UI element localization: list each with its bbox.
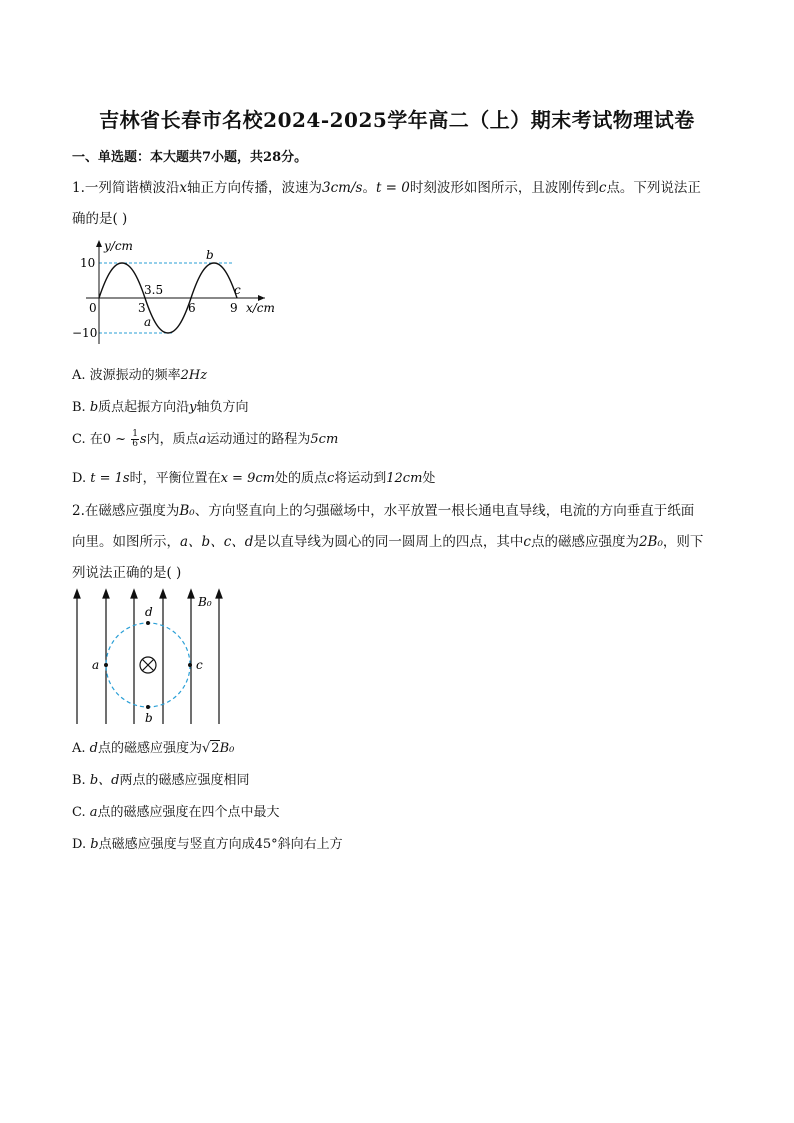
magnetic-field-diagram [66, 588, 236, 728]
q2-stem-line1: 2.在磁感应强度为B₀、方向竖直向上的匀强磁场中，水平放置一根长通电直导线，电流的方向垂直于纸面 [72, 503, 695, 519]
tick-9: 9 [230, 301, 238, 315]
point-d [146, 621, 150, 625]
wave-graph [72, 236, 292, 348]
q2-option-d[interactable]: D. b点磁感应强度与竖直方向成45°斜向右上方 [72, 837, 343, 852]
q1-option-c[interactable]: C. 在0 ~ $\frac{1}{6}$ s内，质点a运动通过的路程为5cm [72, 429, 339, 449]
q2-stem-line2: 向里。如图所示，a、b、c、d是以直导线为圆心的同一圆周上的四点，其中c点的磁感应强度为2B₀，则下 [72, 534, 704, 550]
tick-y-pos: 10 [80, 256, 96, 270]
q1-stem-line1: 1.一列简谐横波沿x轴正方向传播，波速为3cm/s。t = 0时刻波形如图所示，且波刚传到c点。下列说法正 [72, 180, 701, 196]
tick-origin: 0 [89, 301, 97, 315]
point-c-label: c [196, 658, 203, 672]
fraction: $\frac{1}{6}$ [132, 429, 138, 449]
point-d-label: d [145, 605, 153, 619]
point-a-label: a [144, 315, 152, 329]
arrow-icon [74, 590, 80, 598]
point-b-label: b [206, 248, 214, 262]
point-b [146, 705, 150, 709]
q2-option-c[interactable]: C. a点的磁感应强度在四个点中最大 [72, 805, 280, 820]
arrow-icon [188, 590, 194, 598]
q1-option-b[interactable]: B. b质点起振方向沿y轴负方向 [72, 400, 249, 415]
tick-3-5: 3.5 [144, 283, 164, 297]
q1-option-a[interactable]: A. 波源振动的频率2Hz [72, 368, 208, 383]
y-axis-arrow [96, 240, 102, 247]
y-axis-label: y/cm [104, 239, 133, 253]
tick-3: 3 [138, 301, 146, 315]
x-axis-label: x/cm [246, 301, 275, 315]
page-title: 吉林省长春市名校2024-2025学年高二（上）期末考试物理试卷 [99, 108, 695, 132]
tick-y-neg: −10 [72, 326, 98, 340]
q1-option-d[interactable]: D. t = 1s时，平衡位置在x = 9cm处的质点c将运动到12cm处 [72, 471, 436, 486]
q1-stem-line2: 确的是( ) [72, 211, 128, 227]
q2-option-a[interactable]: A. d点的磁感应强度为√2B₀ [72, 741, 235, 756]
tick-6: 6 [188, 301, 196, 315]
arrow-icon [103, 590, 109, 598]
point-c [188, 663, 192, 667]
point-a [104, 663, 108, 667]
q2-stem-line3: 列说法正确的是( ) [72, 565, 182, 581]
arrow-icon [160, 590, 166, 598]
point-a-label: a [92, 658, 100, 672]
section-heading: 一、单选题：本大题共7小题，共28分。 [72, 150, 308, 165]
arrow-icon [131, 590, 137, 598]
point-b-label: b [145, 711, 153, 725]
q2-option-b[interactable]: B. b、d两点的磁感应强度相同 [72, 773, 250, 788]
field-label: B₀ [198, 595, 212, 609]
point-c-label: c [234, 283, 241, 297]
arrow-icon [216, 590, 222, 598]
